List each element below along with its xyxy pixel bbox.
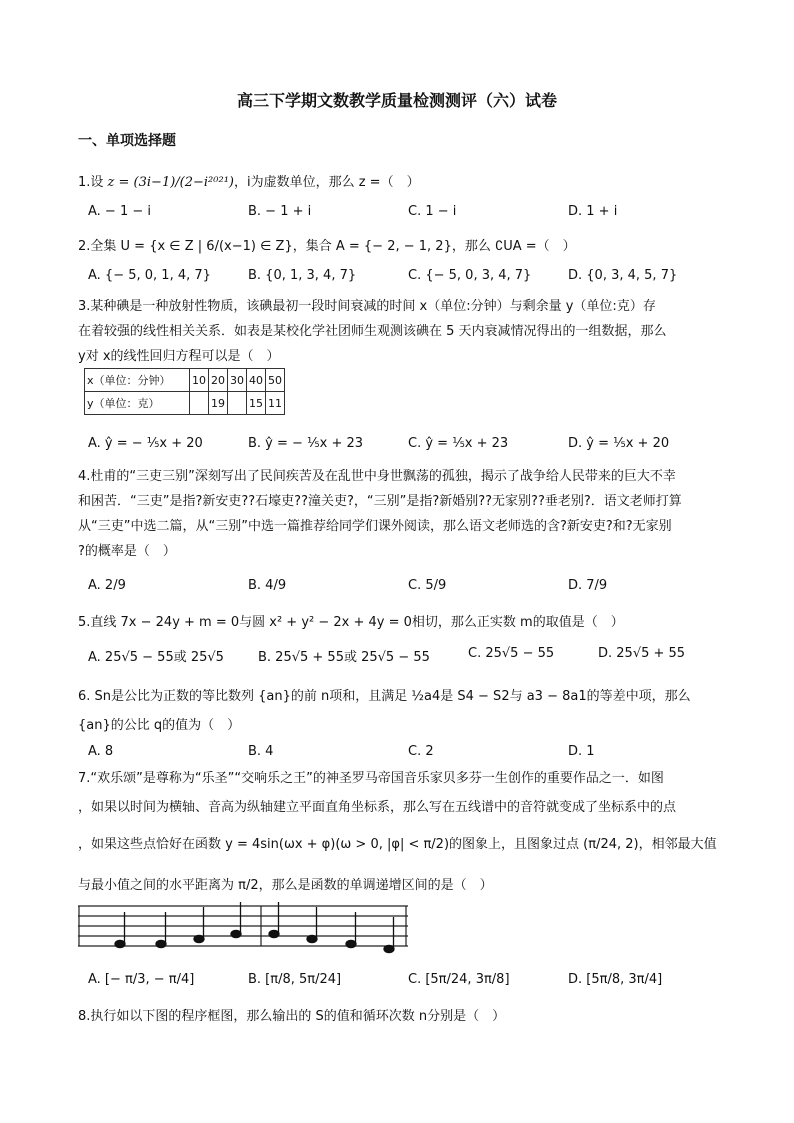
q3-option-b[interactable]: B. ŷ = − ⅕x + 23 — [248, 436, 364, 451]
question-5: 5.直线 7x − 24y + m = 0与圆 x² + y² − 2x + 4y = 0相切，那么正实数 m的取值是（ ） — [78, 615, 624, 630]
q1-expr: z = (3i−1)/(2−i²⁰²¹) — [107, 175, 234, 190]
q7-options — [88, 972, 728, 987]
page-title: 高三下学期文数教学质量检测测评（六）试卷 — [236, 91, 557, 110]
q3-options — [88, 436, 728, 451]
q7-option-a[interactable]: A. [− π/3, − π/4] — [88, 972, 195, 987]
question-4 — [78, 464, 718, 564]
question-2: 2.全集 U = {x ∈ Z | 6/(x−1) ∈ Z}，集合 A = {− 2, − 1, 2}，那么 ∁UA =（ ） — [78, 239, 576, 254]
q7-line-4: 与最小值之间的水平距离为 π/2，那么是函数的单调递增区间的是（ ） — [78, 878, 493, 893]
table-cell — [228, 392, 247, 415]
music-staff-figure — [78, 898, 410, 960]
q7-option-c[interactable]: C. [5π/24, 3π/8] — [408, 972, 510, 987]
q6-option-b[interactable]: B. 4 — [248, 744, 274, 759]
q6-option-a[interactable]: A. 8 — [88, 744, 114, 759]
q1-option-a[interactable]: A. − 1 − i — [88, 204, 151, 219]
q3-line-3: y对 x的线性回归方程可以是（ ） — [78, 349, 280, 364]
q7-line-1: 7.“欢乐颂”是尊称为“乐圣”“交响乐之王”的神圣罗马帝国音乐家贝多芬一生创作的重要作品之一．如图 — [78, 771, 664, 786]
q1-option-c[interactable]: C. 1 − i — [408, 204, 457, 219]
q4-line-4: ?的概率是（ ） — [78, 544, 176, 559]
table-cell: 50 — [266, 369, 285, 392]
q7-option-b[interactable]: B. [π/8, 5π/24] — [248, 972, 342, 987]
q4-line-2: 和困苦．“三吏”是指?新安吏??石壕吏??潼关吏?，“三别”是指?新婚别??无家别??垂老别?．语文老师打算 — [78, 494, 682, 509]
q7-option-d[interactable]: D. [5π/8, 3π/4] — [568, 972, 663, 987]
q5-option-a[interactable]: A. 25√5 − 55或 25√5 — [88, 650, 224, 665]
q3-line-2: 在着较强的线性相关关系．如表是某校化学社团师生观测该碘在 5 天内衰减情况得出的一组数据，那么 — [78, 324, 667, 339]
q4-line-3: 从“三吏”中选二篇，从“三别”中选一篇推荐给同学们课外阅读，那么语文老师选的含?新安吏?和?无家别 — [78, 519, 672, 534]
question-1 — [78, 170, 718, 195]
q1-option-d[interactable]: D. 1 + i — [568, 204, 618, 219]
q2-option-c[interactable]: C. {− 5, 0, 3, 4, 7} — [408, 268, 532, 283]
q4-options — [88, 578, 728, 593]
table-row-label-x: x（单位：分钟） — [85, 369, 190, 392]
q4-option-d[interactable]: D. 7/9 — [568, 578, 608, 593]
q3-option-a[interactable]: A. ŷ = − ⅕x + 20 — [88, 436, 203, 451]
table-cell: 10 — [190, 369, 209, 392]
section-heading: 一、单项选择题 — [78, 133, 176, 149]
table-cell: 15 — [247, 392, 266, 415]
q6-line-1: 6. Sn是公比为正数的等比数列 {an}的前 n项和，且满足 ½a4是 S4 − S2与 a3 − 8a1的等差中项，那么 — [78, 689, 691, 704]
question-8: 8.执行如以下图的程序框图，那么输出的 S的值和循环次数 n分别是（ ） — [78, 1009, 506, 1024]
question-6 — [78, 684, 718, 738]
table-row — [85, 392, 285, 415]
q5-option-b[interactable]: B. 25√5 + 55或 25√5 − 55 — [258, 650, 430, 665]
q5-option-c[interactable]: C. 25√5 − 55 — [468, 646, 555, 661]
q3-option-d[interactable]: D. ŷ = ⅕x + 20 — [568, 436, 670, 451]
q7-line-3: ，如果这些点恰好在函数 y = 4sin(ωx + φ)(ω > 0, |φ| < π/2)的图象上，且图象过点 (π/24, 2)，相邻最大值 — [78, 837, 717, 852]
table-cell: 40 — [247, 369, 266, 392]
q1-prefix: 1.设 — [78, 175, 104, 190]
question-3 — [78, 294, 718, 369]
table-cell: 30 — [228, 369, 247, 392]
q7-line-2: ，如果以时间为横轴、音高为纵轴建立平面直角坐标系，那么写在五线谱中的音符就变成了坐标系中的点 — [78, 800, 677, 815]
q2-option-a[interactable]: A. {− 5, 0, 1, 4, 7} — [88, 268, 211, 283]
table-row — [85, 369, 285, 392]
q3-line-1: 3.某种碘是一种放射性物质，该碘最初一段时间衰减的时间 x（单位:分钟）与剩余量 y（单位:克）存 — [78, 299, 656, 314]
q2-option-d[interactable]: D. {0, 3, 4, 5, 7} — [568, 268, 678, 283]
q4-line-1: 4.杜甫的“三吏三别”深刻写出了民间疾苦及在乱世中身世飘荡的孤独，揭示了战争给人民带来的巨大不幸 — [78, 469, 676, 484]
q2-options — [88, 268, 728, 283]
table-cell: 11 — [266, 392, 285, 415]
q5-options — [88, 646, 728, 665]
table-cell — [190, 392, 209, 415]
q4-option-a[interactable]: A. 2/9 — [88, 578, 126, 593]
q6-option-d[interactable]: D. 1 — [568, 744, 595, 759]
q1-options — [88, 204, 728, 219]
q3-option-c[interactable]: C. ŷ = ⅕x + 23 — [408, 436, 509, 451]
q6-option-c[interactable]: C. 2 — [408, 744, 434, 759]
q1-suffix: ，i为虚数单位，那么 z =（ ） — [233, 175, 420, 190]
table-cell: 20 — [209, 369, 228, 392]
q6-line-2: {an}的公比 q的值为（ ） — [78, 718, 241, 733]
table-cell: 19 — [209, 392, 228, 415]
q6-options — [88, 744, 728, 759]
q5-option-d[interactable]: D. 25√5 + 55 — [598, 646, 686, 661]
q4-option-b[interactable]: B. 4/9 — [248, 578, 287, 593]
question-7 — [78, 766, 718, 898]
table-row-label-y: y（单位：克） — [85, 392, 190, 415]
q4-option-c[interactable]: C. 5/9 — [408, 578, 447, 593]
q3-data-table — [84, 368, 285, 415]
q2-option-b[interactable]: B. {0, 1, 3, 4, 7} — [248, 268, 357, 283]
q1-option-b[interactable]: B. − 1 + i — [248, 204, 312, 219]
